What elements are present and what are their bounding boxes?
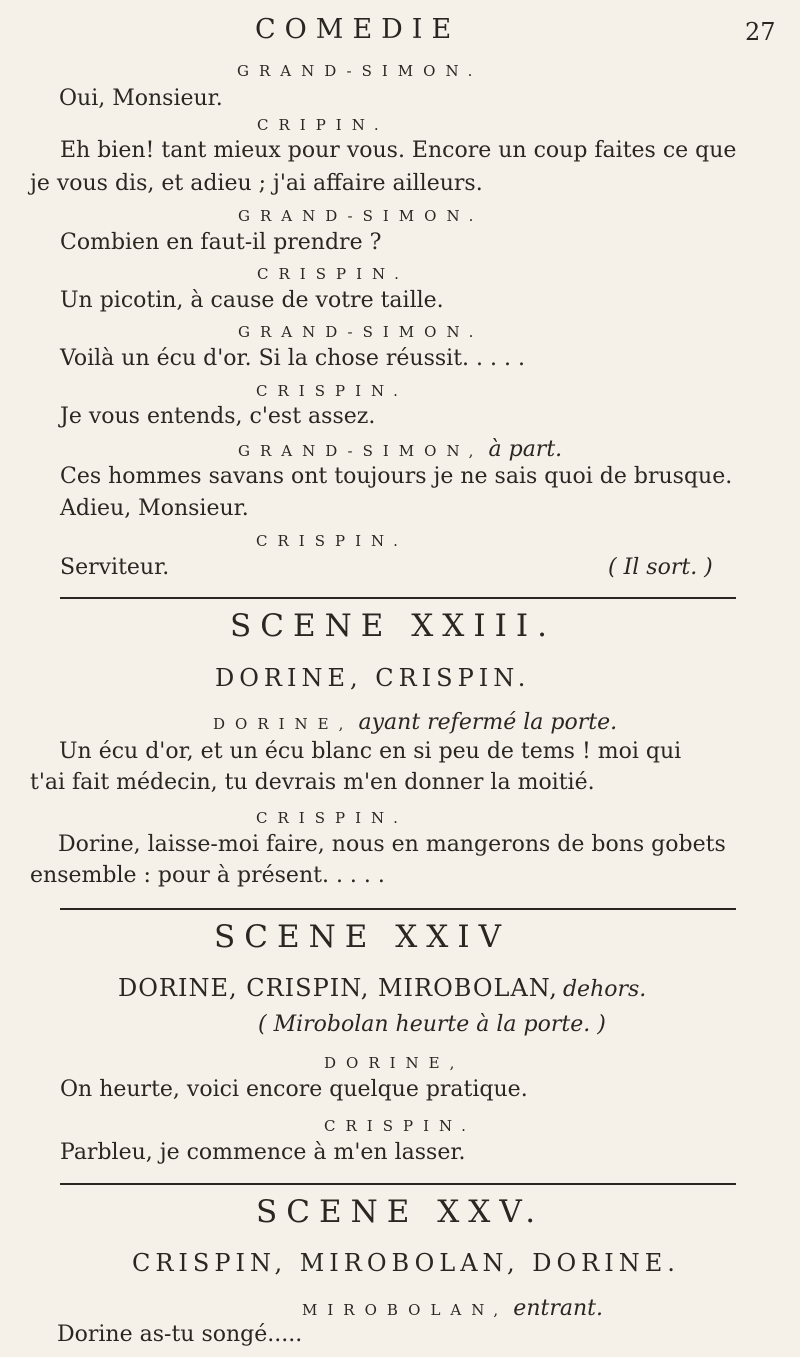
dialogue-line: Serviteur.	[60, 555, 170, 580]
scene-divider	[60, 908, 736, 910]
page-header	[0, 14, 800, 54]
cast-list: DORINE, CRISPIN, MIROBOLAN,	[118, 974, 558, 1002]
speaker-line	[213, 710, 617, 735]
speaker-name: GRAND-SIMON.	[238, 207, 484, 225]
speaker-name: CRISPIN.	[257, 265, 409, 283]
speaker-name: DORINE,	[324, 1054, 465, 1072]
dialogue-line: je vous dis, et adieu ; j'ai affaire ailleurs.	[30, 171, 483, 196]
stage-direction: ( Mirobolan heurte à la porte. )	[258, 1012, 606, 1037]
cast-list: DORINE, CRISPIN.	[215, 664, 531, 692]
dialogue-line: t'ai fait médecin, tu devrais m'en donner la moitié.	[30, 770, 595, 795]
dialogue-line: Combien en faut-il prendre ?	[60, 230, 382, 255]
dialogue-line: On heurte, voici encore quelque pratique.	[60, 1077, 528, 1102]
dialogue-line: Ces hommes savans ont toujours je ne sais quoi de brusque.	[60, 464, 733, 489]
stage-direction: entrant.	[513, 1296, 603, 1321]
speaker-name: GRAND-SIMON.	[238, 323, 484, 341]
scene-title: SCENE XXIII.	[230, 608, 556, 644]
dialogue-line: Je vous entends, c'est assez.	[60, 404, 376, 429]
running-title: COMEDIE	[255, 14, 461, 45]
speaker-name: CRISPIN.	[256, 809, 408, 827]
dialogue-line: Parbleu, je commence à m'en lasser.	[60, 1140, 466, 1165]
dialogue-line: Oui, Monsieur.	[59, 86, 223, 111]
scene-title: SCENE XXIV	[214, 919, 510, 955]
stage-direction: ayant refermé la porte.	[358, 710, 618, 735]
speaker-name: CRIPIN.	[257, 116, 389, 134]
page-number: 27	[745, 18, 776, 46]
speaker-name: GRAND-SIMON.	[237, 62, 483, 80]
scene-divider	[60, 1183, 736, 1185]
stage-direction: à part.	[488, 437, 563, 462]
dialogue-line: Un picotin, à cause de votre taille.	[60, 288, 444, 313]
speaker-name: CRISPIN.	[324, 1117, 476, 1135]
cast-line	[118, 974, 646, 1002]
dialogue-line: Voilà un écu d'or. Si la chose réussit. . . . .	[60, 346, 525, 371]
cast-list: CRISPIN, MIROBOLAN, DORINE.	[132, 1249, 680, 1277]
speaker-name: MIROBOLAN,	[302, 1301, 509, 1319]
speaker-name: CRISPIN.	[256, 382, 408, 400]
dialogue-line: Dorine, laisse-moi faire, nous en mangerons de bons gobets	[58, 832, 726, 857]
scene-divider	[60, 597, 736, 599]
speaker-name: DORINE,	[213, 715, 354, 733]
speaker-name: GRAND-SIMON,	[238, 442, 484, 460]
stage-direction: ( Il sort. )	[608, 555, 713, 580]
speaker-line	[302, 1296, 603, 1321]
speaker-name: CRISPIN.	[256, 532, 408, 550]
stage-direction: dehors.	[562, 977, 647, 1002]
dialogue-line: Un écu d'or, et un écu blanc en si peu de tems ! moi qui	[59, 739, 682, 764]
dialogue-line: Adieu, Monsieur.	[60, 496, 249, 521]
dialogue-line: Eh bien! tant mieux pour vous. Encore un coup faites ce que	[60, 138, 737, 163]
dialogue-line: ensemble : pour à présent. . . . .	[30, 863, 385, 888]
dialogue-line: Dorine as-tu songé.....	[57, 1322, 303, 1347]
speaker-line	[238, 437, 562, 462]
scene-title: SCENE XXV.	[256, 1194, 545, 1230]
